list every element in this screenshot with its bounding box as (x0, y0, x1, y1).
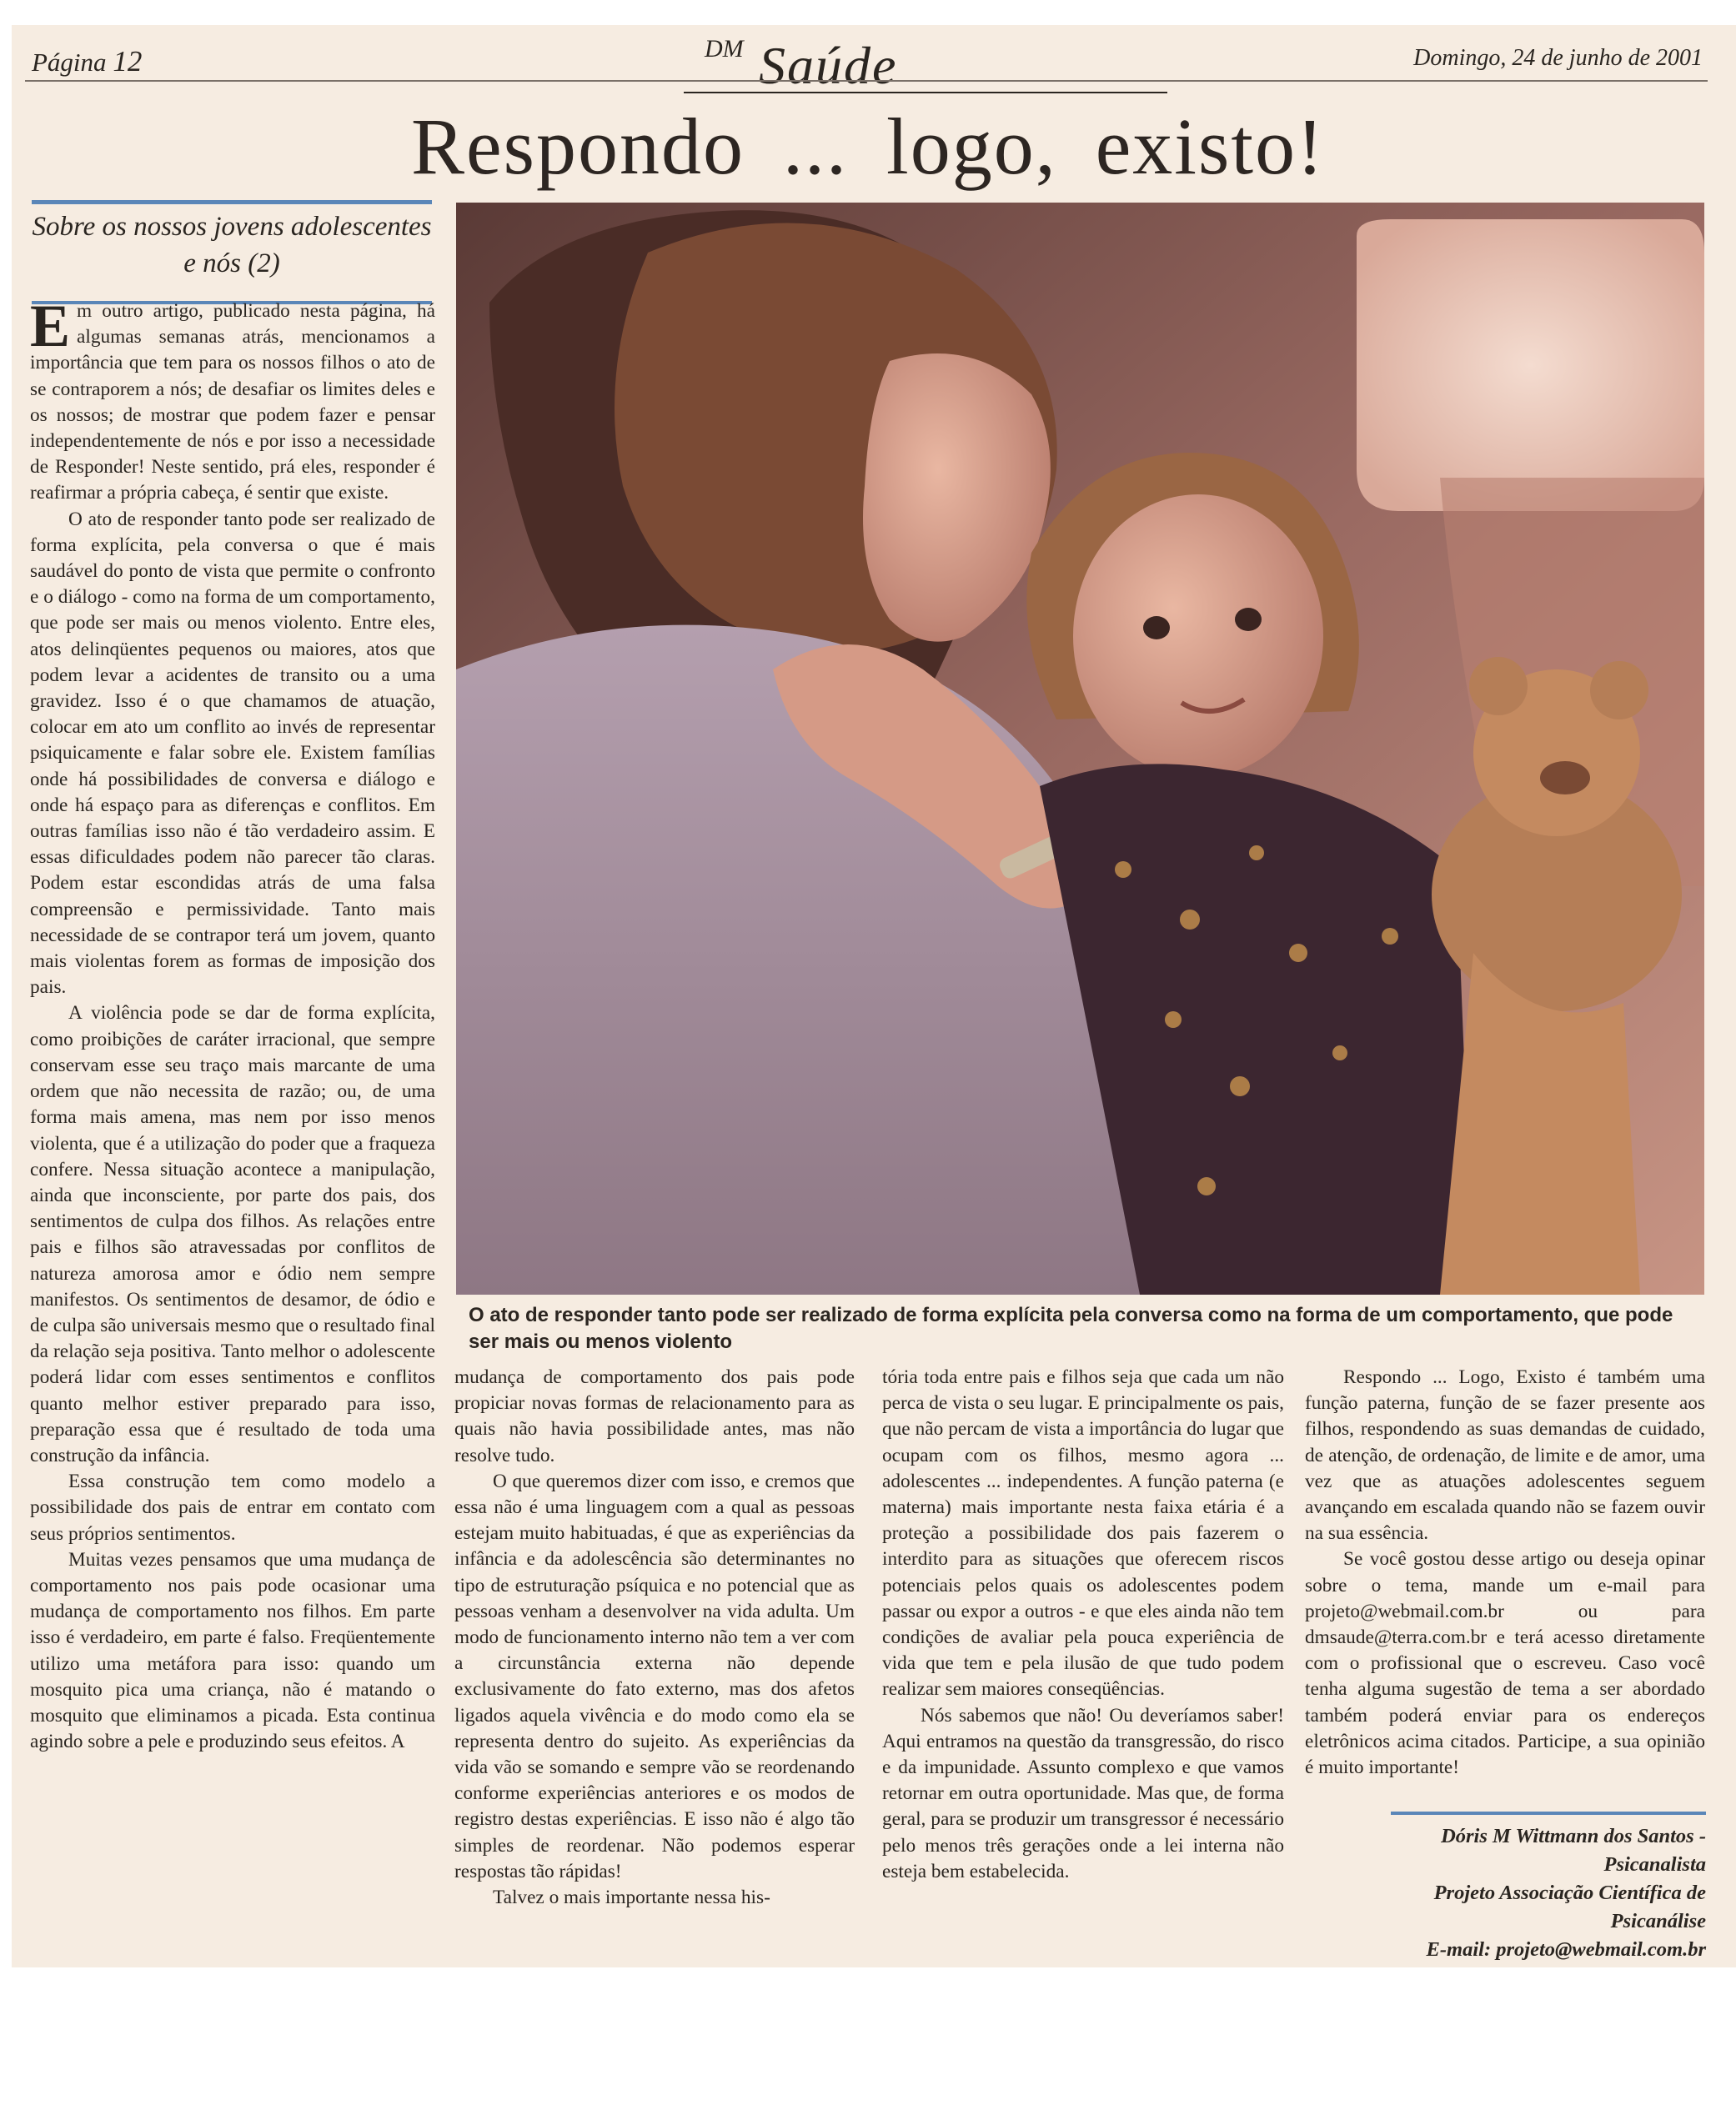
child-face (1073, 494, 1323, 778)
article-column-1 (30, 293, 435, 1755)
paragraph: tória toda entre pais e filhos seja que cada um não perca de vista o seu lugar. E principalmente os pais, que não percam de vista a importância do lugar que ocupam com os filhos, mesmo agora ... adolescentes ... independentes. A função paterna (e materna) mais importante nesta faixa etária é a proteção a possibilidade dos pais fazerem o interdito para as situações que oferecem riscos potenciais pelos quais os adolescentes podem passar ou expor a outros - e que eles ainda não tem condições de avaliar pela pouca experiência de vida que tem e pela ilusão de que tudo podem realizar sem maiores conseqüências. (882, 1366, 1284, 1701)
paragraph: Nós sabemos que não! Ou deveríamos saber! Aqui entramos na questão da transgressão, do risco e da impunidade. Assunto complexo e que vamos retornar em outra oportunidade. Mas que, de forma geral, para se produzir um transgressor é necessário pelo menos três gerações onde a lei interna não esteja bem estabelecida. (882, 1704, 1284, 1882)
article-column-3 (882, 1365, 1284, 1885)
paragraph: A violência pode se dar de forma explícita, como proibições de caráter irracional, que sempre conservam esse seu traço mais marcante de uma ordem que não necessita de razão; ou, de uma forma mais amena, mas nem por isso menos violenta, que é a utilização do poder que a fraqueza confere. Nessa situação acontece a manipulação, ainda que inconsciente, por parte dos pais, dos sentimentos de culpa dos filhos. As relações entre pais e filhos são atravessadas por conflitos de natureza amorosa amor e ódio nem sempre manifestos. Os sentimentos de desamor, de ódio e de culpa são universais mesmo que o resultado final da relação seja positiva. Tanto melhor o adolescente poderá lidar com esses sentimentos e conflitos quanto melhor estiver preparado para isso, preparação essa que é resultado de toda uma construção da infância. (30, 1002, 435, 1466)
child-left-eye (1143, 616, 1170, 639)
author-name: Dóris M Wittmann dos Santos - (1441, 1825, 1706, 1847)
masthead-rule (684, 92, 1167, 93)
page-number: Página 12 (32, 45, 143, 78)
photo-illustration (456, 203, 1704, 1295)
paragraph: Respondo ... Logo, Existo é também uma função paterna, função de se fazer presente aos filhos, respondendo as suas demandas de cuidado, de atenção, de ordenação, de limite e de amor, uma vez que as atuações adolescentes seguem avançando em escalada quando não se fazem ouvir na sua essência. (1305, 1366, 1705, 1545)
paragraph: mudança de comportamento dos pais pode propiciar novas formas de relacionamento para as quais não havia possibilidade antes, mas não resolve tudo. (454, 1366, 855, 1466)
paragraph: Em outro artigo, publicado nesta página, há algumas semanas atrás, mencionamos a importância que tem para os nossos filhos o ato de se contraporem a nós; de desafiar os limites deles e os nossos; de mostrar que podem fazer e pensar independentemente de nós e por isso a necessidade de Responder! Neste sentido, prá eles, responder é reafirmar a própria cabeça, é sentir que existe. (30, 293, 435, 504)
header-divider (25, 80, 1708, 82)
airplane-window (1357, 219, 1704, 511)
paragraph: Talvez o mais importante nessa his- (493, 1887, 770, 1909)
author-role: Psicanalista (1603, 1853, 1706, 1876)
section-masthead (684, 30, 1167, 102)
section-prefix: DM (705, 35, 744, 63)
paragraph: O que queremos dizer com isso, e cremos que essa não é uma linguagem com a qual as pessoas estejam muito habituadas, é que as experiências da infância e da adolescência são determinantes no tipo de estruturação psíquica e no potencial que as pessoas venham a desenvolver na vida adulta. Um modo de funcionamento interno não tem a ver com a circunstância externa não depende exclusivamente do fato externo, mas dos afetos ligados aquela vivência e do modo como ela se representa dentro do sujeito. As experiências da vida vão se somando e sempre vão se reordenando conforme experiências anteriores e os modos de registro destas experiências. E isso não é algo tão simples de reordenar. Não podemos esperar respostas tão rápidas! (454, 1470, 855, 1882)
drop-cap: E (30, 293, 71, 359)
teddy-bear-ear (1469, 657, 1528, 715)
author-org: Projeto Associação Científica de (1433, 1882, 1706, 1904)
paragraph: Essa construção tem como modelo a possibilidade dos pais de entrar em contato com seus próprios sentimentos. (30, 1471, 435, 1545)
teddy-bear-nose (1540, 761, 1590, 794)
author-email: E-mail: projeto@webmail.com.br (1426, 1938, 1706, 1961)
article-photo (456, 203, 1704, 1295)
headline: Respondo ... logo, existo! (411, 102, 1325, 191)
article-column-2 (454, 1365, 855, 1911)
photo-caption: O ato de responder tanto pode ser realizado de forma explícita pela conversa como na forma de um comportamento, que pode ser mais ou menos violento (469, 1304, 1673, 1353)
author-org-2: Psicanálise (1610, 1910, 1706, 1932)
paragraph: Se você gostou desse artigo ou deseja opinar sobre o tema, mande um e-mail para projeto@webmail.com.br ou para dmsaude@terra.com.br e terá acesso diretamente com o profissional que o escreveu. Caso você tenha alguma sugestão de tema a ser abordado também poderá enviar para os endereços eletrônicos acima citados. Participe, a sua opinião é muito importante! (1305, 1548, 1705, 1779)
issue-date: Domingo, 24 de junho de 2001 (1413, 45, 1703, 71)
teddy-bear-ear (1590, 661, 1648, 719)
article-column-4 (1305, 1365, 1705, 1781)
signature-rule (1391, 1812, 1706, 1815)
author-signature (1301, 1822, 1706, 1964)
section-name: Saúde (759, 36, 898, 95)
paragraph: Muitas vezes pensamos que uma mudança de comportamento nos pais pode ocasionar uma mudança de comportamento nos filhos. Em parte isso é verdadeiro, em parte é falso. Freqüentemente utilizo uma metáfora para isso: quando um mosquito pica uma criança, não é matando o mosquito que eliminamos a picada. Esta continua agindo sobre a pele e produzindo seus efeitos. A (30, 1548, 435, 1753)
paragraph: O ato de responder tanto pode ser realizado de forma explícita, pela conversa o que é mais saudável do ponto de vista que permite o confronto e o diálogo - como na forma de um comportamento, que pode ser mais ou menos violento. Entre eles, atos delinqüentes pequenos ou maiores, atos que podem levar a acidentes de transito ou a uma gravidez. Isso é o que chamamos de atuação, colocar em ato um conflito ao invés de representar psiquicamente e falar sobre ele. Existem famílias onde há possibilidades de conversa e diálogo e onde há espaço para as diferenças e conflitos. Em outras famílias isso não é tão verdadeiro assim. E essas dificuldades podem não parecer tão claras. Podem estar escondidas atrás de uma falsa compreensão e permissividade. Tanto mais necessidade de se contrapor terá um jovem, quanto mais violentas forem as formas de imposição dos pais. (30, 508, 435, 999)
child-right-eye (1235, 608, 1262, 631)
subtitle: Sobre os nossos jovens adolescentes e nós (2) (32, 212, 432, 278)
